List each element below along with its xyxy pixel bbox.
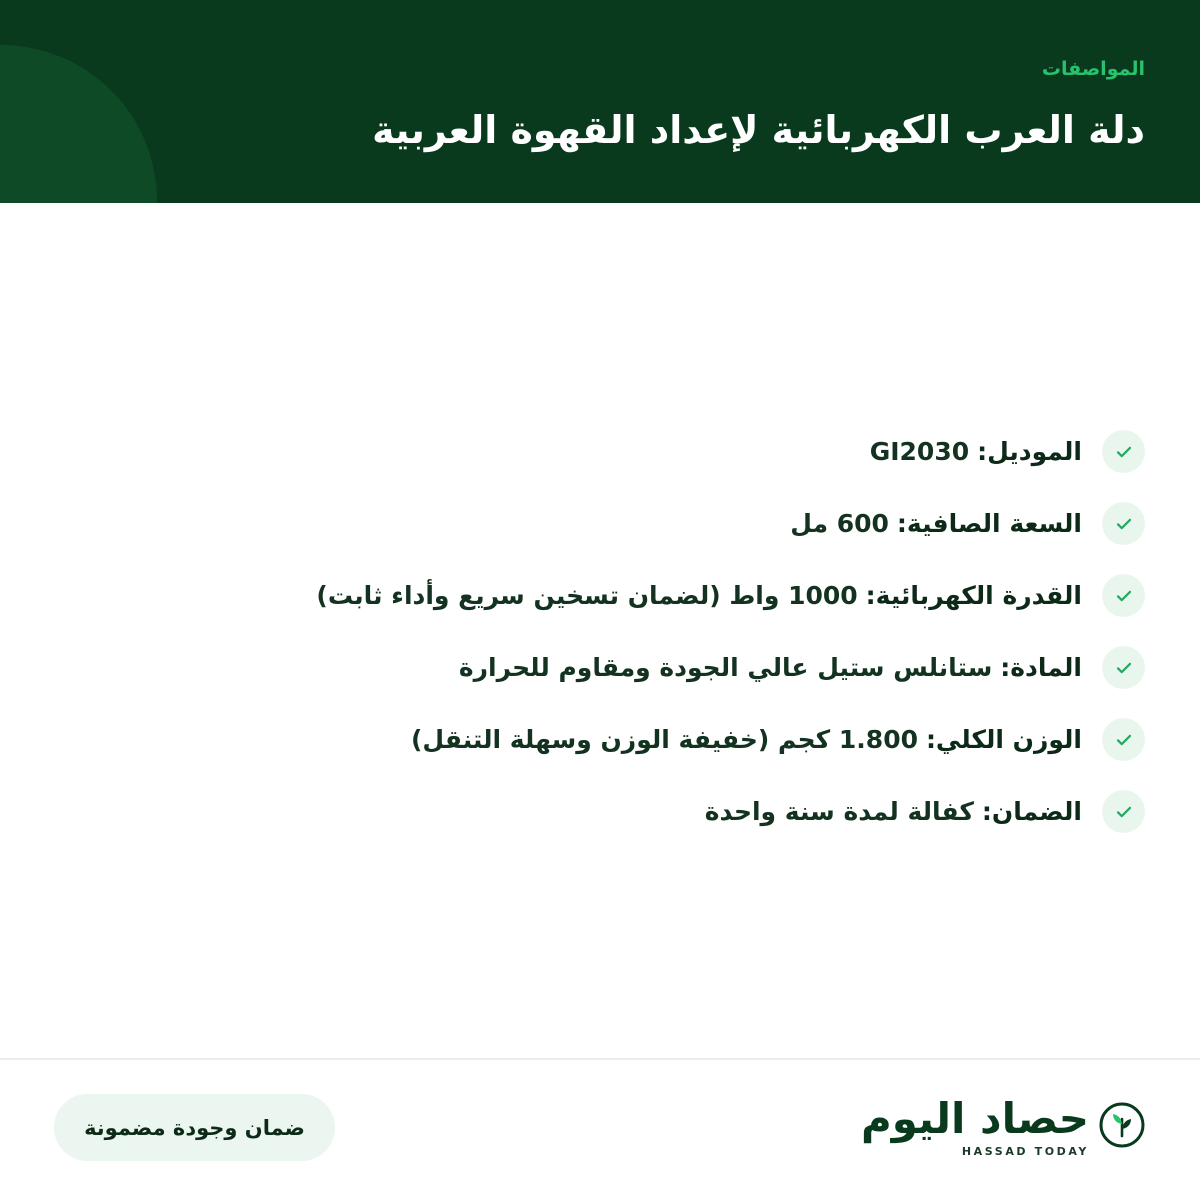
brand-logo-block [825, 1093, 1145, 1163]
spec-value: 600 مل [790, 509, 889, 538]
spec-label: القدرة الكهربائية: [865, 581, 1082, 610]
header-banner [0, 0, 1200, 203]
check-icon [1102, 502, 1145, 545]
spec-item-model [145, 430, 1145, 473]
spec-value: GI2030 [869, 437, 970, 466]
spec-label: المادة: [1000, 653, 1082, 682]
spec-label: الوزن الكلي: [925, 725, 1082, 754]
spec-list [145, 430, 1145, 862]
spec-value: كفالة لمدة سنة واحدة [704, 797, 974, 826]
check-icon [1102, 574, 1145, 617]
footer-divider [0, 1058, 1200, 1060]
spec-label: الموديل: [977, 437, 1082, 466]
check-icon [1102, 790, 1145, 833]
spec-label: الضمان: [981, 797, 1082, 826]
decorative-circle [0, 45, 157, 203]
spec-label: السعة الصافية: [896, 509, 1082, 538]
quality-badge: ضمان وجودة مضمونة [54, 1094, 335, 1161]
section-kicker: المواصفات [1041, 58, 1145, 80]
check-icon [1102, 430, 1145, 473]
check-icon [1102, 718, 1145, 761]
spec-item-warranty [145, 790, 1145, 833]
check-icon [1102, 646, 1145, 689]
spec-item-weight [145, 718, 1145, 761]
brand-subtitle: HASSAD TODAY [961, 1145, 1089, 1158]
leaf-logo-icon [1099, 1102, 1145, 1148]
spec-item-power [145, 574, 1145, 617]
spec-value: 1.800 كجم (خفيفة الوزن وسهلة التنقل) [410, 725, 918, 754]
spec-item-material [145, 646, 1145, 689]
spec-value: 1000 واط (لضمان تسخين سريع وأداء ثابت) [316, 581, 858, 610]
brand-name: حصاد اليوم [860, 1094, 1089, 1143]
page-title: دلة العرب الكهربائية لإعداد القهوة العربية [372, 108, 1145, 152]
spec-item-capacity [145, 502, 1145, 545]
spec-value: ستانلس ستيل عالي الجودة ومقاوم للحرارة [458, 653, 993, 682]
